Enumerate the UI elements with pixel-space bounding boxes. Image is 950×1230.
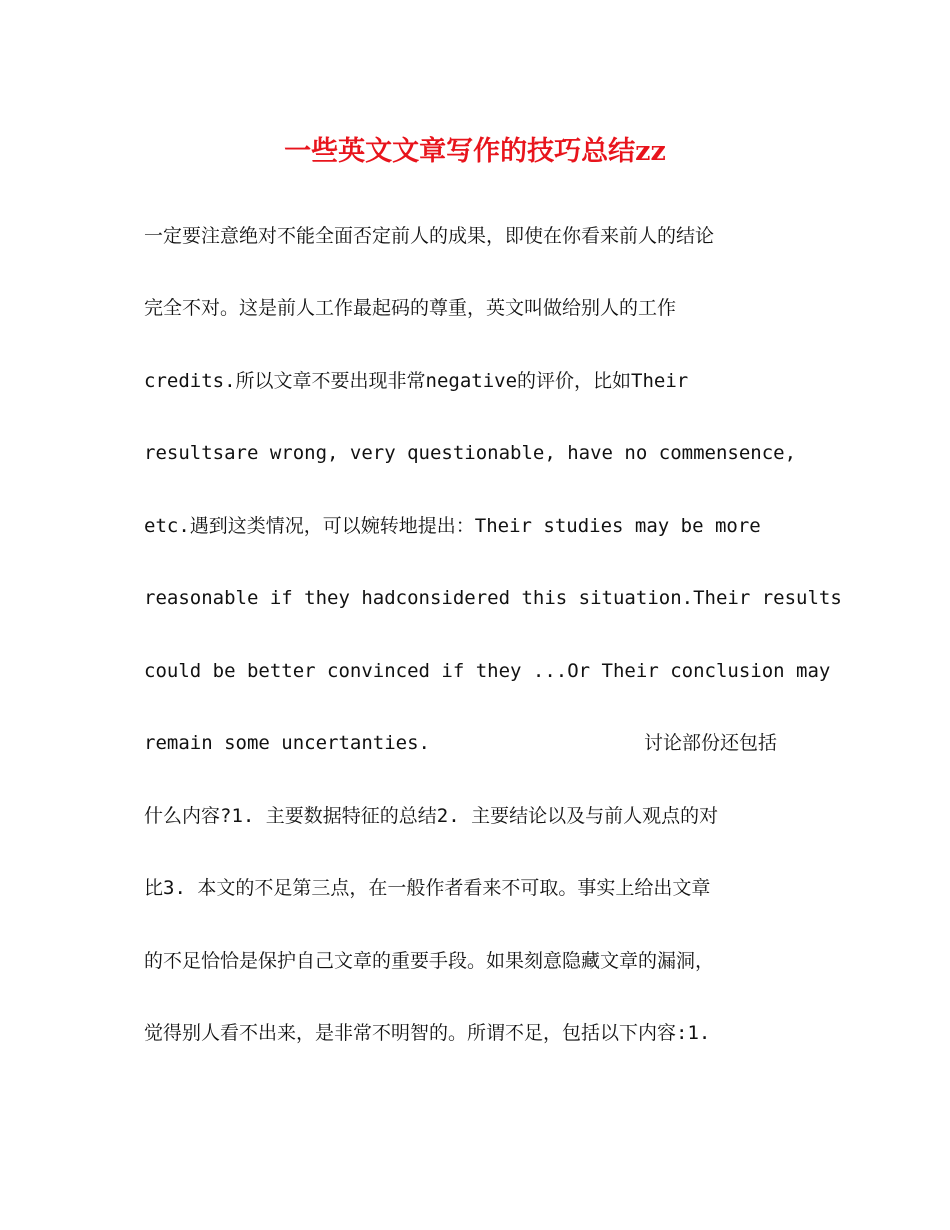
body-line-11: 的不足恰恰是保护自己文章的重要手段。如果刻意隐藏文章的漏洞，: [144, 950, 715, 972]
body-line-3: credits.所以文章不要出现非常negative的评价，比如Their: [144, 370, 689, 392]
document-title: 一些英文文章写作的技巧总结zz: [284, 136, 666, 167]
body-line-7: could be better convinced if they ...Or Their conclusion may: [144, 660, 831, 682]
body-line-9: 什么内容?1. 主要数据特征的总结2. 主要结论以及与前人观点的对: [144, 805, 719, 827]
section-heading: 讨论部份还包括: [644, 732, 778, 754]
body-line-5: etc.遇到这类情况，可以婉转地提出：Their studies may be more: [144, 515, 761, 537]
body-line-1: 一定要注意绝对不能全面否定前人的成果，即使在你看来前人的结论: [144, 225, 715, 247]
body-line-4: resultsare wrong, very questionable, have no commensence,: [144, 442, 797, 464]
body-line-12: 觉得别人看不出来，是非常不明智的。所谓不足，包括以下内容:1.: [144, 1022, 711, 1044]
body-line-2: 完全不对。这是前人工作最起码的尊重，英文叫做给别人的工作: [144, 297, 677, 319]
body-line-6: reasonable if they hadconsidered this situation.Their results: [144, 587, 842, 609]
body-line-8: remain some uncertanties.: [144, 732, 430, 754]
body-line-10: 比3. 本文的不足第三点，在一般作者看来不可取。事实上给出文章: [144, 877, 711, 899]
